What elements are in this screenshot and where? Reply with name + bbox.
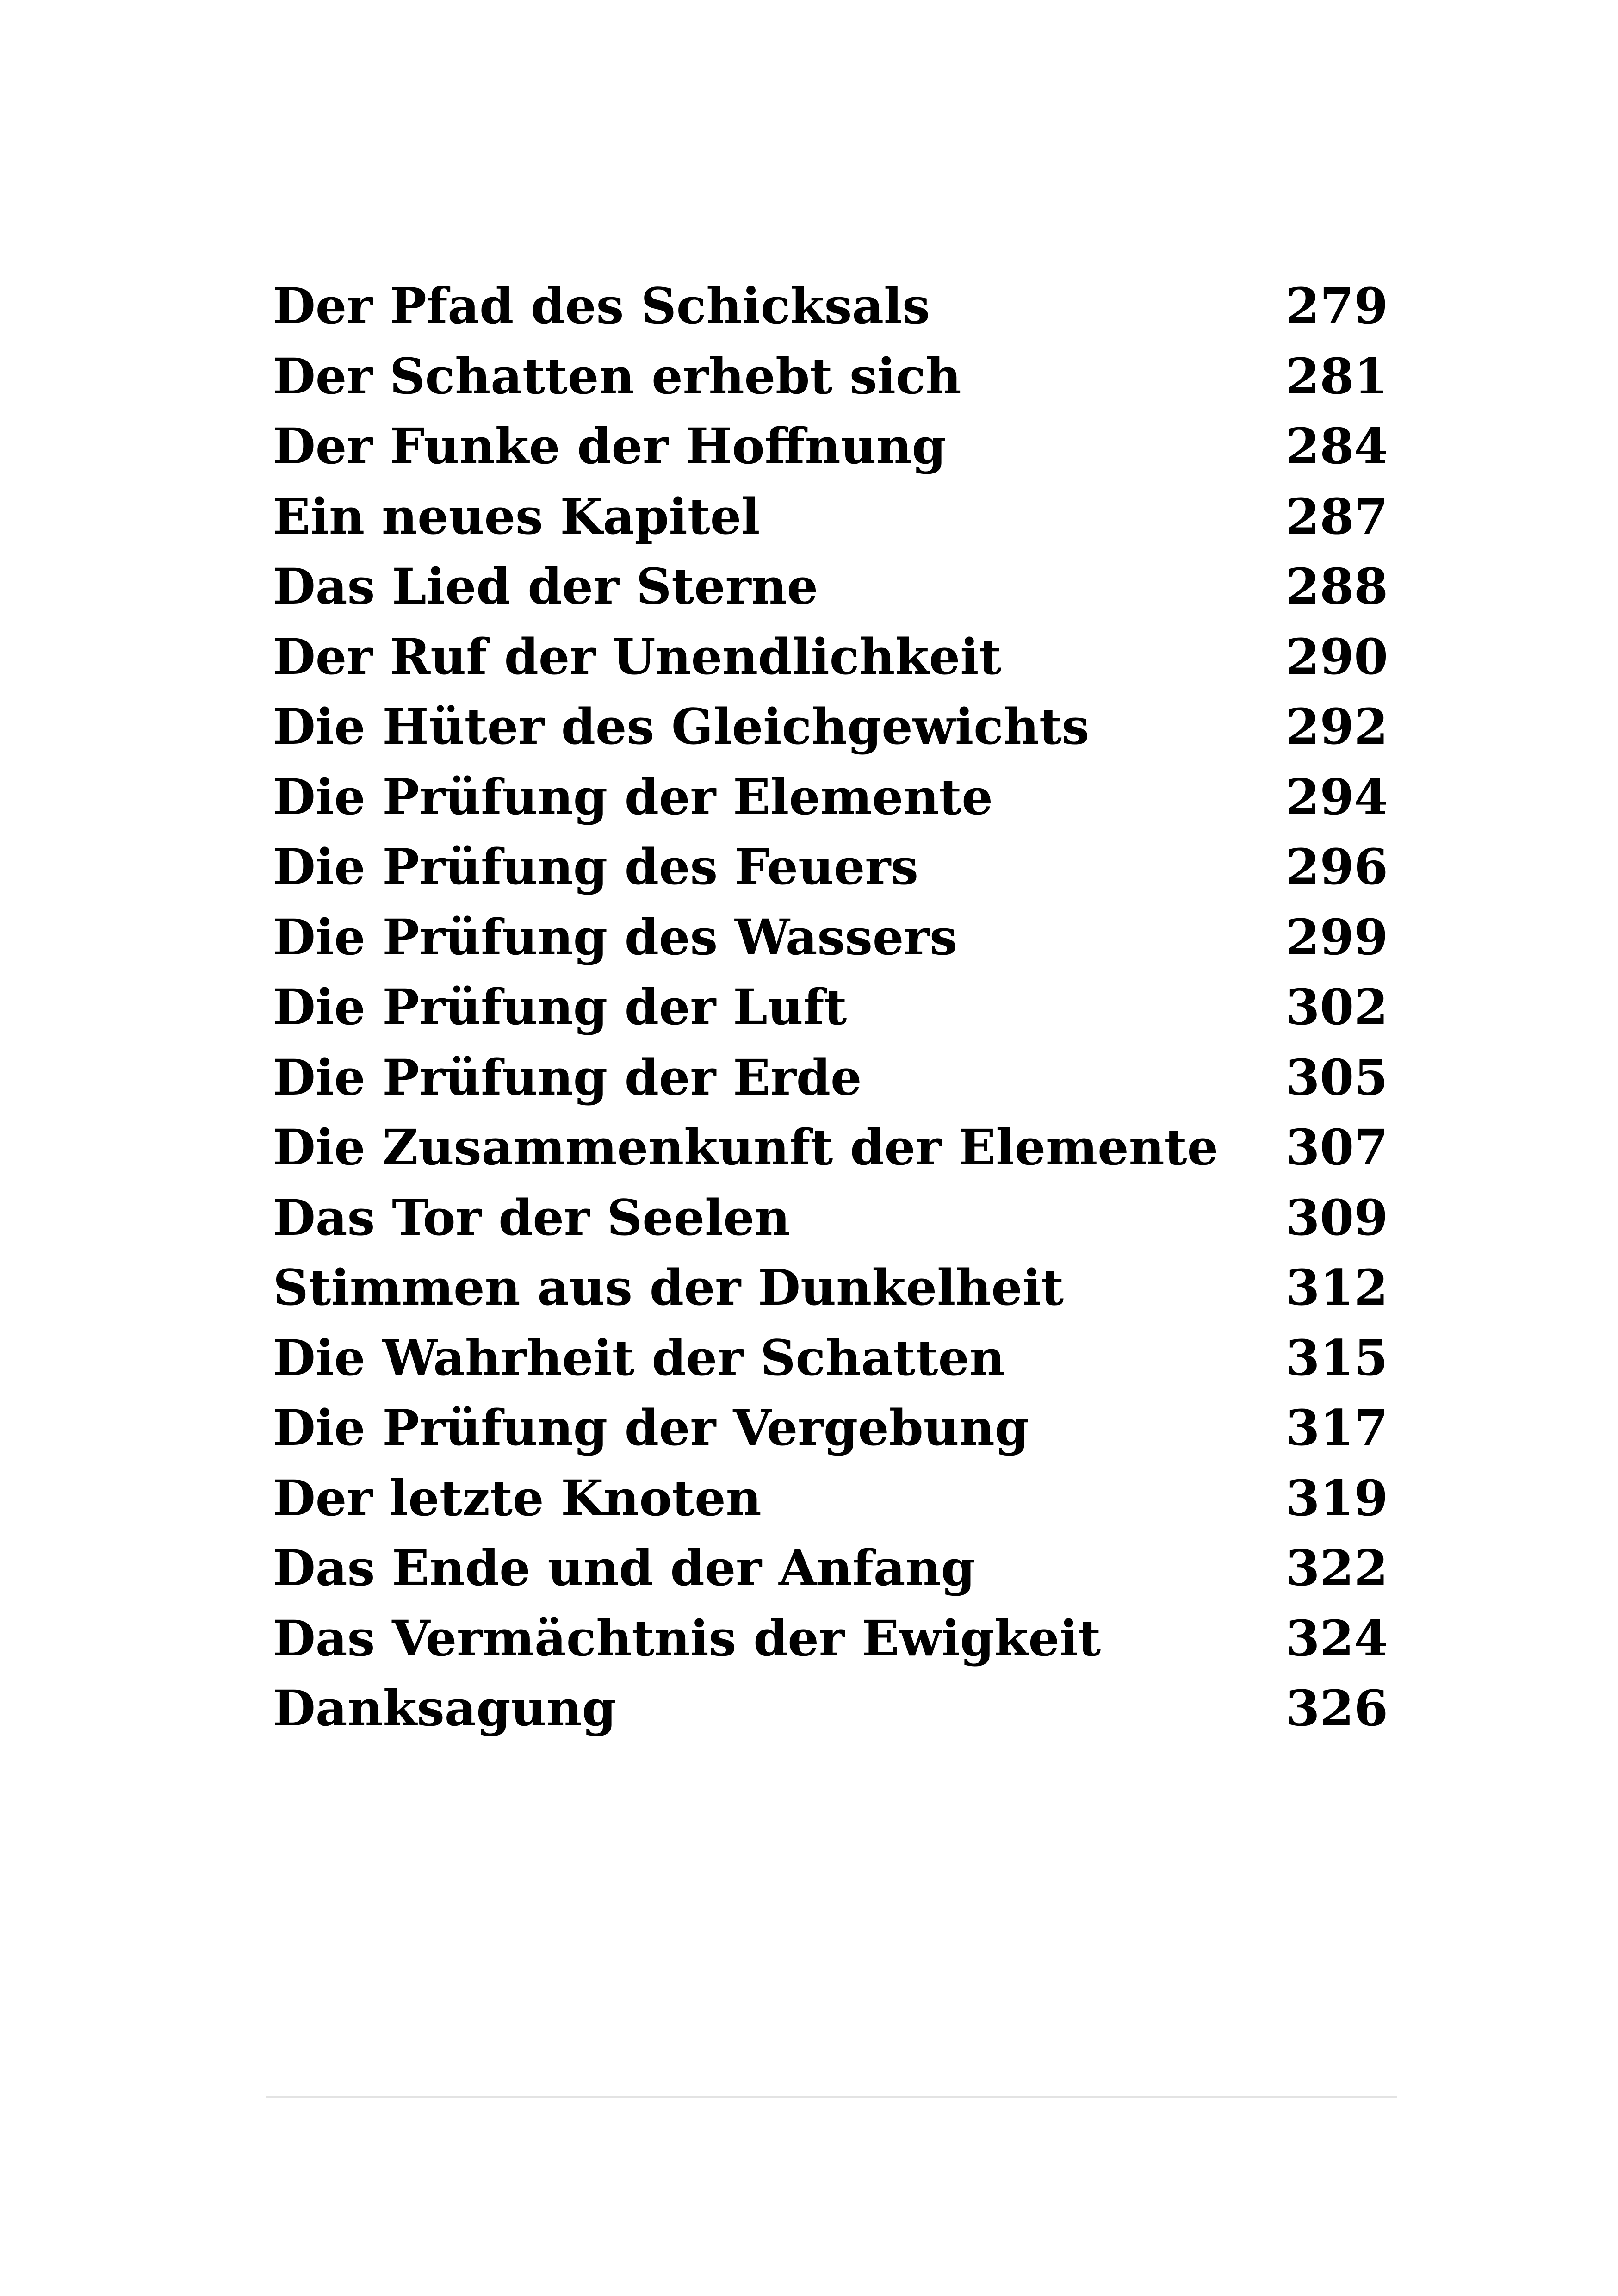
toc-entry [273, 1463, 1388, 1533]
toc-entry-page: 312 [1285, 1258, 1388, 1316]
toc-entry [273, 341, 1388, 411]
toc-entry-page: 326 [1285, 1679, 1388, 1737]
toc-entry [273, 622, 1388, 692]
toc-entry-title: Die Prüfung des Feuers [273, 838, 918, 896]
toc-entry-page: 319 [1285, 1468, 1388, 1527]
toc-entry-title: Danksagung [273, 1679, 616, 1737]
toc-entry [273, 1673, 1388, 1743]
toc-entry-title: Die Prüfung der Vergebung [273, 1399, 1029, 1456]
toc-entry-title: Das Lied der Sterne [273, 557, 818, 615]
toc-entry-page: 279 [1285, 277, 1388, 335]
toc-entry-page: 294 [1285, 767, 1388, 826]
toc-entry-title: Die Zusammenkunft der Elemente [273, 1118, 1219, 1176]
toc-entry [273, 1533, 1388, 1603]
toc-entry-title: Die Prüfung des Wassers [273, 908, 957, 966]
toc-entry-page: 302 [1285, 978, 1388, 1036]
toc-entry-page: 290 [1285, 627, 1388, 685]
toc-entry [273, 1112, 1388, 1182]
toc-entry-title: Das Ende und der Anfang [273, 1539, 975, 1597]
toc-entry [273, 691, 1388, 762]
toc-entry-page: 309 [1285, 1188, 1388, 1246]
toc-entry [273, 411, 1388, 481]
toc-entry [273, 972, 1388, 1042]
toc-entry-title: Der Funke der Hoffnung [273, 417, 946, 475]
toc-entry-page: 287 [1285, 487, 1388, 545]
toc-entry-page: 296 [1285, 838, 1388, 896]
toc-entry-title: Der Ruf der Unendlichkeit [273, 627, 1002, 685]
toc-entry [273, 902, 1388, 972]
toc-entry-page: 292 [1285, 697, 1388, 755]
toc-entry [273, 481, 1388, 552]
toc-entry-title: Die Prüfung der Elemente [273, 767, 993, 826]
toc-entry-page: 317 [1285, 1399, 1388, 1456]
toc-entry [273, 762, 1388, 832]
toc-entry [273, 271, 1388, 341]
toc-entry [273, 1323, 1388, 1393]
toc-entry-title: Ein neues Kapitel [273, 487, 760, 545]
toc-entry-page: 315 [1285, 1328, 1388, 1387]
toc-entry-title: Stimmen aus der Dunkelheit [273, 1258, 1064, 1316]
table-of-contents [273, 271, 1388, 1743]
toc-entry [273, 1252, 1388, 1323]
toc-entry-title: Der Pfad des Schicksals [273, 277, 930, 335]
toc-entry [273, 1182, 1388, 1253]
toc-entry-title: Die Wahrheit der Schatten [273, 1328, 1005, 1387]
toc-entry [273, 1042, 1388, 1113]
toc-entry-page: 305 [1285, 1048, 1388, 1106]
toc-entry-title: Der letzte Knoten [273, 1468, 762, 1527]
toc-entry-page: 322 [1285, 1539, 1388, 1597]
toc-entry-page: 288 [1285, 557, 1388, 615]
toc-entry-page: 307 [1285, 1118, 1388, 1176]
toc-entry-title: Die Hüter des Gleichgewichts [273, 697, 1090, 755]
toc-entry-title: Das Tor der Seelen [273, 1188, 790, 1246]
footer-divider [266, 2096, 1397, 2098]
toc-entry-page: 299 [1285, 908, 1388, 966]
toc-entry [273, 1603, 1388, 1674]
toc-entry-page: 324 [1285, 1609, 1388, 1667]
toc-entry-title: Das Vermächtnis der Ewigkeit [273, 1609, 1101, 1667]
toc-entry-title: Die Prüfung der Luft [273, 978, 847, 1036]
toc-entry-title: Der Schatten erhebt sich [273, 347, 961, 405]
toc-entry-title: Die Prüfung der Erde [273, 1048, 862, 1106]
toc-entry [273, 1393, 1388, 1463]
toc-entry [273, 832, 1388, 902]
toc-entry-page: 281 [1285, 347, 1388, 405]
toc-entry [273, 551, 1388, 622]
toc-entry-page: 284 [1285, 417, 1388, 475]
